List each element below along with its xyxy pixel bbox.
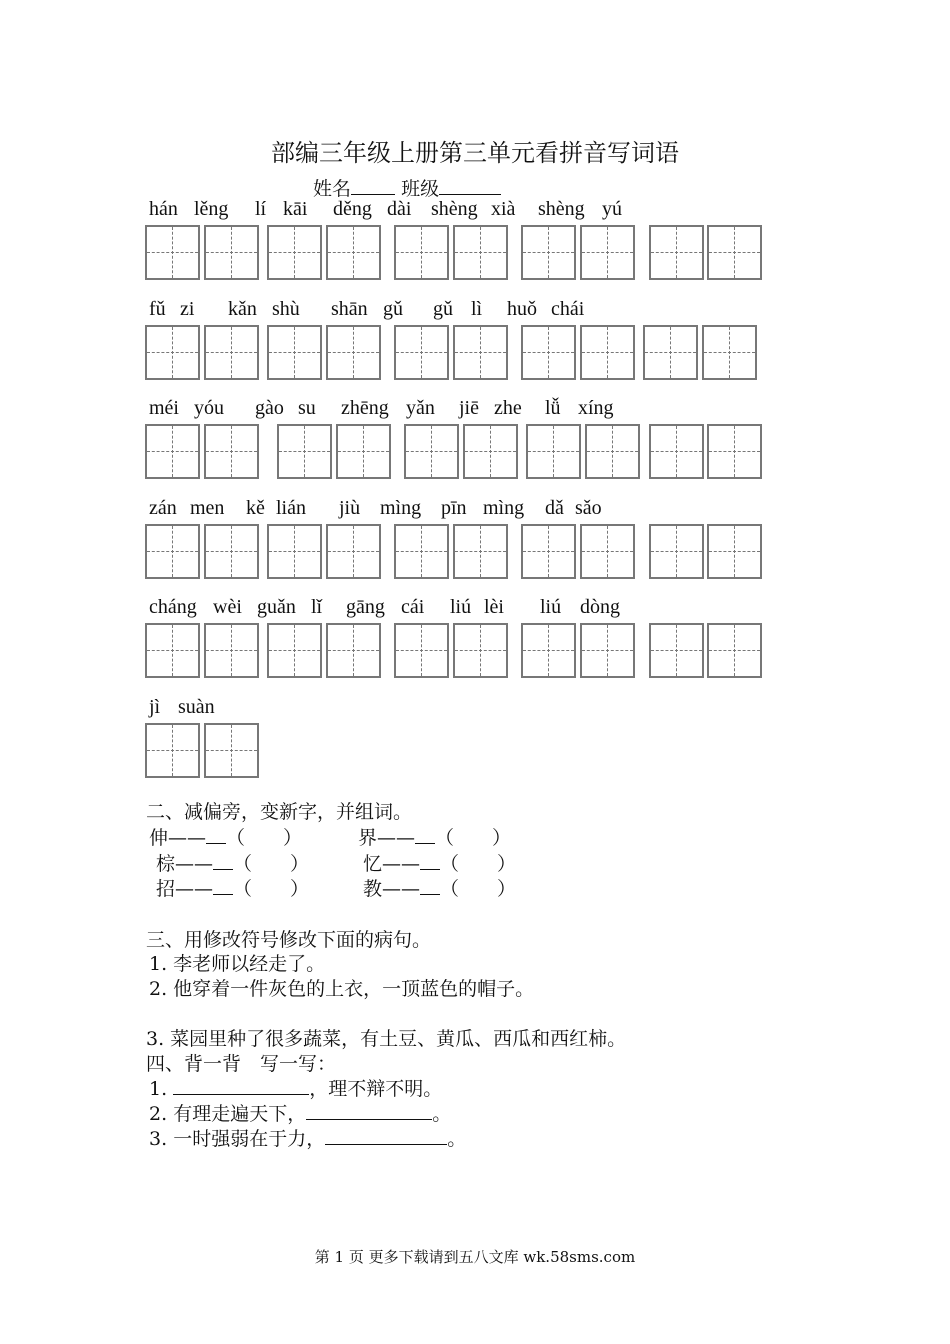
item-number: 3. bbox=[149, 1128, 168, 1150]
section2-item bbox=[358, 823, 511, 850]
writing-box[interactable] bbox=[649, 225, 704, 280]
pinyin-syllable: méi bbox=[149, 397, 179, 419]
item-text: 。 bbox=[447, 1128, 467, 1150]
item-char: 教—— bbox=[363, 878, 421, 900]
pinyin-syllable: lián bbox=[276, 497, 306, 519]
pinyin-syllable: yóu bbox=[194, 397, 224, 419]
pinyin-syllable: dài bbox=[387, 198, 412, 220]
pinyin-syllable: huǒ bbox=[507, 298, 537, 320]
writing-box[interactable] bbox=[145, 225, 200, 280]
pinyin-syllable: lí bbox=[255, 198, 267, 220]
pinyin-syllable: suàn bbox=[178, 696, 215, 718]
pinyin-syllable: liú bbox=[450, 596, 472, 618]
writing-box[interactable] bbox=[394, 623, 449, 678]
writing-box[interactable] bbox=[394, 524, 449, 579]
pinyin-syllable: yǎn bbox=[406, 397, 435, 419]
answer-blank[interactable] bbox=[420, 878, 440, 895]
section2-item bbox=[156, 874, 309, 901]
item-char: 界—— bbox=[358, 827, 416, 849]
item-number: 2. bbox=[149, 1103, 168, 1125]
pinyin-syllable: hán bbox=[149, 198, 178, 220]
answer-blank[interactable] bbox=[206, 827, 226, 844]
writing-box[interactable] bbox=[526, 424, 581, 479]
writing-box[interactable] bbox=[267, 524, 322, 579]
sentence-2: 2. 他穿着一件灰色的上衣，一顶蓝色的帽子。 bbox=[149, 978, 535, 1000]
item-text: 一时强弱在于力， bbox=[173, 1128, 326, 1150]
word-blank[interactable]: （ ） bbox=[440, 853, 517, 875]
writing-box[interactable] bbox=[649, 424, 704, 479]
pinyin-syllable: guǎn bbox=[257, 596, 296, 618]
pinyin-syllable: cháng bbox=[149, 596, 197, 618]
writing-box[interactable] bbox=[649, 524, 704, 579]
writing-box[interactable] bbox=[336, 424, 391, 479]
word-blank[interactable]: （ ） bbox=[226, 827, 303, 849]
pinyin-syllable: lì bbox=[471, 298, 483, 320]
answer-blank[interactable] bbox=[213, 878, 233, 895]
pinyin-syllable: děng bbox=[333, 198, 372, 220]
writing-box[interactable] bbox=[580, 225, 635, 280]
section4-heading: 四、背一背 写一写： bbox=[146, 1053, 337, 1075]
writing-box[interactable] bbox=[453, 623, 508, 678]
pinyin-syllable: gǔ bbox=[433, 298, 453, 320]
pinyin-syllable: jiù bbox=[339, 497, 361, 519]
writing-box[interactable] bbox=[326, 225, 381, 280]
pinyin-syllable: zhe bbox=[494, 397, 522, 419]
writing-box[interactable] bbox=[702, 325, 757, 380]
writing-box[interactable] bbox=[707, 623, 762, 678]
section2-item bbox=[363, 874, 516, 901]
writing-box[interactable] bbox=[204, 424, 259, 479]
item-char: 招—— bbox=[156, 878, 214, 900]
class-label: 班级 bbox=[401, 178, 440, 200]
pinyin-syllable: gào bbox=[255, 397, 284, 419]
writing-box[interactable] bbox=[580, 623, 635, 678]
writing-box[interactable] bbox=[580, 524, 635, 579]
pinyin-syllable: xíng bbox=[578, 397, 614, 419]
pinyin-syllable: mìng bbox=[483, 497, 525, 519]
item-number: 1. bbox=[149, 1078, 168, 1100]
writing-box[interactable] bbox=[204, 723, 259, 778]
writing-box[interactable] bbox=[204, 524, 259, 579]
pinyin-syllable: kě bbox=[246, 497, 265, 519]
student-info bbox=[313, 174, 501, 201]
pinyin-syllable: shèng bbox=[538, 198, 585, 220]
pinyin-syllable: shù bbox=[272, 298, 300, 320]
section3-heading: 三、用修改符号修改下面的病句。 bbox=[146, 929, 432, 951]
pinyin-syllable: shèng bbox=[431, 198, 478, 220]
recite-item-2 bbox=[149, 1099, 451, 1126]
pinyin-syllable: zhēng bbox=[341, 397, 389, 419]
writing-box[interactable] bbox=[267, 225, 322, 280]
writing-box[interactable] bbox=[394, 225, 449, 280]
answer-blank[interactable] bbox=[325, 1128, 447, 1145]
section2-item bbox=[149, 823, 302, 850]
writing-box[interactable] bbox=[267, 623, 322, 678]
writing-box[interactable] bbox=[643, 325, 698, 380]
pinyin-syllable: lèi bbox=[484, 596, 504, 618]
answer-blank[interactable] bbox=[306, 1103, 432, 1120]
answer-blank[interactable] bbox=[420, 853, 440, 870]
pinyin-syllable: lěng bbox=[194, 198, 229, 220]
item-text: ，理不辩不明。 bbox=[309, 1078, 443, 1100]
sentence-3: 3. 菜园里种了很多蔬菜，有土豆、黄瓜、西瓜和西红柿。 bbox=[146, 1028, 627, 1050]
writing-box[interactable] bbox=[326, 325, 381, 380]
recite-item-3 bbox=[149, 1124, 466, 1151]
answer-blank[interactable] bbox=[415, 827, 435, 844]
writing-box[interactable] bbox=[707, 524, 762, 579]
writing-box[interactable] bbox=[453, 325, 508, 380]
pinyin-syllable: dòng bbox=[580, 596, 620, 618]
writing-box[interactable] bbox=[145, 723, 200, 778]
item-char: 棕—— bbox=[156, 853, 214, 875]
writing-box[interactable] bbox=[204, 325, 259, 380]
answer-blank[interactable] bbox=[213, 853, 233, 870]
pinyin-syllable: chái bbox=[551, 298, 585, 320]
pinyin-syllable: sǎo bbox=[575, 497, 602, 519]
writing-box[interactable] bbox=[277, 424, 332, 479]
writing-box[interactable] bbox=[580, 325, 635, 380]
pinyin-syllable: jiē bbox=[459, 397, 479, 419]
writing-box[interactable] bbox=[145, 623, 200, 678]
word-blank[interactable]: （ ） bbox=[233, 853, 310, 875]
item-text: 。 bbox=[432, 1103, 452, 1125]
pinyin-syllable: su bbox=[298, 397, 316, 419]
pinyin-syllable: pīn bbox=[441, 497, 467, 519]
writing-box[interactable] bbox=[326, 623, 381, 678]
name-blank[interactable] bbox=[351, 176, 395, 195]
pinyin-syllable: men bbox=[190, 497, 225, 519]
pinyin-syllable: mìng bbox=[380, 497, 422, 519]
writing-box[interactable] bbox=[145, 524, 200, 579]
section2-item bbox=[156, 849, 309, 876]
pinyin-syllable: jì bbox=[149, 696, 161, 718]
writing-box[interactable] bbox=[145, 424, 200, 479]
pinyin-syllable: lǐ bbox=[311, 596, 323, 618]
answer-blank[interactable] bbox=[173, 1078, 309, 1095]
writing-box[interactable] bbox=[404, 424, 459, 479]
pinyin-syllable: xià bbox=[491, 198, 516, 220]
writing-box[interactable] bbox=[521, 623, 576, 678]
section2-heading: 二、减偏旁，变新字，并组词。 bbox=[146, 801, 413, 823]
pinyin-syllable: zi bbox=[180, 298, 195, 320]
writing-box[interactable] bbox=[463, 424, 518, 479]
writing-box[interactable] bbox=[521, 524, 576, 579]
word-blank[interactable]: （ ） bbox=[440, 878, 517, 900]
item-char: 伸—— bbox=[149, 827, 207, 849]
writing-box[interactable] bbox=[394, 325, 449, 380]
section2-item bbox=[363, 849, 516, 876]
worksheet-title: 部编三年级上册第三单元看拼音写词语 bbox=[271, 139, 679, 167]
writing-box[interactable] bbox=[204, 225, 259, 280]
class-blank[interactable] bbox=[439, 176, 501, 195]
pinyin-syllable: liú bbox=[540, 596, 562, 618]
pinyin-syllable: wèi bbox=[213, 596, 242, 618]
writing-box[interactable] bbox=[204, 623, 259, 678]
pinyin-syllable: gāng bbox=[346, 596, 385, 618]
writing-box[interactable] bbox=[649, 623, 704, 678]
pinyin-syllable: cái bbox=[401, 596, 425, 618]
pinyin-syllable: zán bbox=[149, 497, 177, 519]
pinyin-syllable: yú bbox=[602, 198, 622, 220]
pinyin-syllable: lǚ bbox=[545, 397, 561, 419]
pinyin-syllable: shān bbox=[331, 298, 368, 320]
word-blank[interactable]: （ ） bbox=[233, 878, 310, 900]
item-char: 忆—— bbox=[363, 853, 421, 875]
pinyin-syllable: dǎ bbox=[545, 497, 564, 519]
pinyin-syllable: fǔ bbox=[149, 298, 166, 320]
page-footer: 第 1 页 更多下载请到五八文库 wk.58sms.com bbox=[314, 1248, 636, 1266]
writing-box[interactable] bbox=[267, 325, 322, 380]
sentence-1: 1. 李老师以经走了。 bbox=[149, 953, 326, 975]
writing-box[interactable] bbox=[521, 325, 576, 380]
recite-item-1 bbox=[149, 1074, 442, 1101]
writing-box[interactable] bbox=[326, 524, 381, 579]
writing-box[interactable] bbox=[707, 225, 762, 280]
pinyin-syllable: kǎn bbox=[228, 298, 257, 320]
writing-box[interactable] bbox=[521, 225, 576, 280]
writing-box[interactable] bbox=[453, 225, 508, 280]
writing-box[interactable] bbox=[453, 524, 508, 579]
writing-box[interactable] bbox=[585, 424, 640, 479]
pinyin-syllable: gǔ bbox=[383, 298, 403, 320]
writing-box[interactable] bbox=[145, 325, 200, 380]
name-label: 姓名 bbox=[313, 178, 352, 200]
word-blank[interactable]: （ ） bbox=[435, 827, 512, 849]
pinyin-syllable: kāi bbox=[283, 198, 308, 220]
item-text: 有理走遍天下， bbox=[173, 1103, 307, 1125]
writing-box[interactable] bbox=[707, 424, 762, 479]
